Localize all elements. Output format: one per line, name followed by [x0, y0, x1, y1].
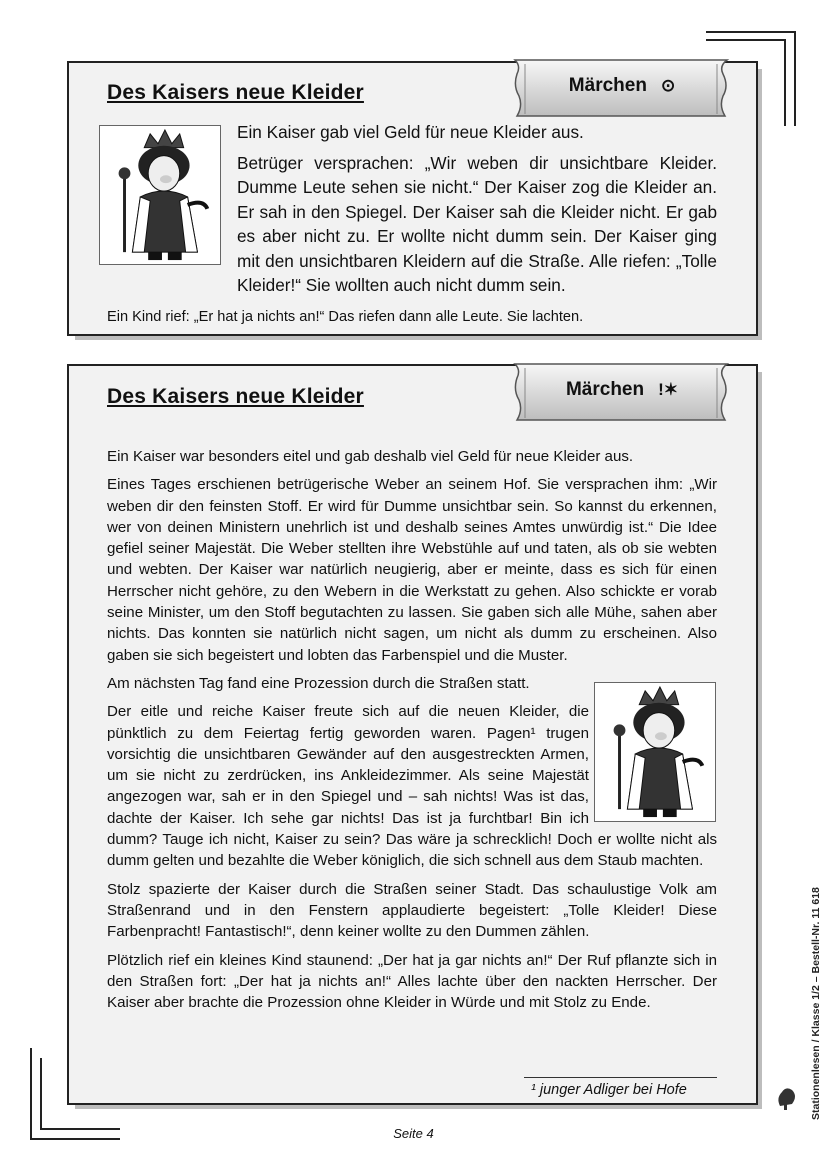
- card2-paragraph-3: Am nächsten Tag fand eine Prozession durch die Straßen statt.: [107, 674, 530, 692]
- card1-line-2: Betrüger versprachen: „Wir weben dir unsichtbare Kleider. Dumme Leute sehen sie nicht.“ Der Kaiser zog die Kleider an. Er sah in den Spiegel. Der Kaiser sah die Kleider nicht. Er gab es aber nicht zu. Er wollte nicht dumm sein. Der Kaiser ging mit den unsichtbaren Kleidern auf die Straße. Alle riefen: „Tolle Kleider!“ Sie wollten auch nicht dumm sein.: [237, 152, 717, 295]
- card2-paragraph-5: Stolz spazierte der Kaiser durch die Straßen seiner Stadt. Das schaulustige Volk am Straßenrand und in den Fenstern applaudierte begeistert: „Tolle Kleider! Diese Farbenpracht! Fantastisch!“, denn keiner wollte zu den Dummen zählen.: [107, 880, 717, 941]
- story-card-advanced: [67, 364, 758, 1105]
- card2-paragraph-6: Plötzlich rief ein kleines Kind staunend: „Der hat ja gar nichts an!“ Der Ruf pflanzte sich in den Straßen fort: „Der hat ja nichts an!“ Alles lachte über den nackten Herrscher. Der Kaiser aber brachte die Prozession ohne Kleider in Würde und mit Stolz zu Ende.: [107, 951, 717, 1012]
- side-order-text: Stationenlesen / Klasse 1/2 – Bestell-Nr. 11 618: [810, 887, 822, 1120]
- publisher-logo: [772, 1080, 800, 1110]
- footnote-rule: [524, 1077, 717, 1078]
- card1-text: [107, 120, 717, 298]
- card1-last-line: Ein Kind rief: „Er hat ja nichts an!“ Das riefen dann alle Leute. Sie lachten.: [107, 309, 584, 325]
- target-icon: ⊙: [660, 76, 676, 95]
- card2-title: Des Kaisers neue Kleider: [107, 385, 364, 408]
- card2-text: [107, 446, 717, 1020]
- banner1-label: Märchen: [568, 75, 647, 96]
- card1-title: Des Kaisers neue Kleider: [107, 81, 364, 104]
- page-number: Seite 4: [393, 1126, 434, 1141]
- card2-paragraph-1: Ein Kaiser war besonders eitel und gab deshalb viel Geld für neue Kleider aus.: [107, 448, 634, 465]
- card2-paragraph-4: Der eitle und reiche Kaiser freute sich auf die neuen Kleider, die pünktlich zu dem Feiertag fertig geworden waren. Pagen¹ trugen vorsichtig die unsichtbaren Gewänder auf den ausgestreckten Armen, um sie nicht zu zerdrücken, ins Ankleidezimmer. Als seine Majestät angezogen war, sah er in den Spiegel und – sah nichts! Was ist das, dachte der Kaiser. Ich sehe gar nichts! Das ist ja furchtbar! Bin ich dumm? Tauge ich nicht, Kaiser zu sein? Das wäre ja schrecklich! Doch er wollte nicht als dumm gelten und bezahlte die Weber königlich, die sich schnell aus dem Staub machten.: [107, 703, 717, 870]
- footnote: ¹ junger Adliger bei Hofe: [531, 1082, 687, 1098]
- banner2-label: Märchen: [565, 379, 645, 400]
- card2-paragraph-2: Eines Tages erschienen betrügerische Weber an seinem Hof. Sie versprachen ihm: „Wir weben dir den feinsten Stoff. Er wird für Dumme unsichtbar sein. So kannst du erkennen, wer von deinen Ministern unehrlich ist und deshalb seines Amtes unwürdig ist.“ Die Idee gefiel seiner Majestät. Die Weber stellten ihre Webstühle auf und taten, als ob sie webten und webten. Der Kaiser war natürlich neugierig, aber er meinte, dass es sich für einen Herrscher nicht gehöre, zu den Webern in die Werkstatt zu gehen. Also schickte er vorab seine Minister, um den Stoff begutachten zu lassen. Sie gaben sich alle Mühe, sahen aber nichts. Das konnten sie natürlich nicht sagen, um nicht als dumm zu erscheinen. Also gaben sie sich begeistert und lobten das Farbenspiel und die Muster.: [107, 476, 717, 664]
- card1-line-1: Ein Kaiser gab viel Geld für neue Kleider aus.: [237, 122, 584, 142]
- star-icon: !✶: [658, 380, 679, 399]
- banner-maerchen-hard: [511, 360, 733, 420]
- banner-maerchen-easy: [511, 56, 733, 116]
